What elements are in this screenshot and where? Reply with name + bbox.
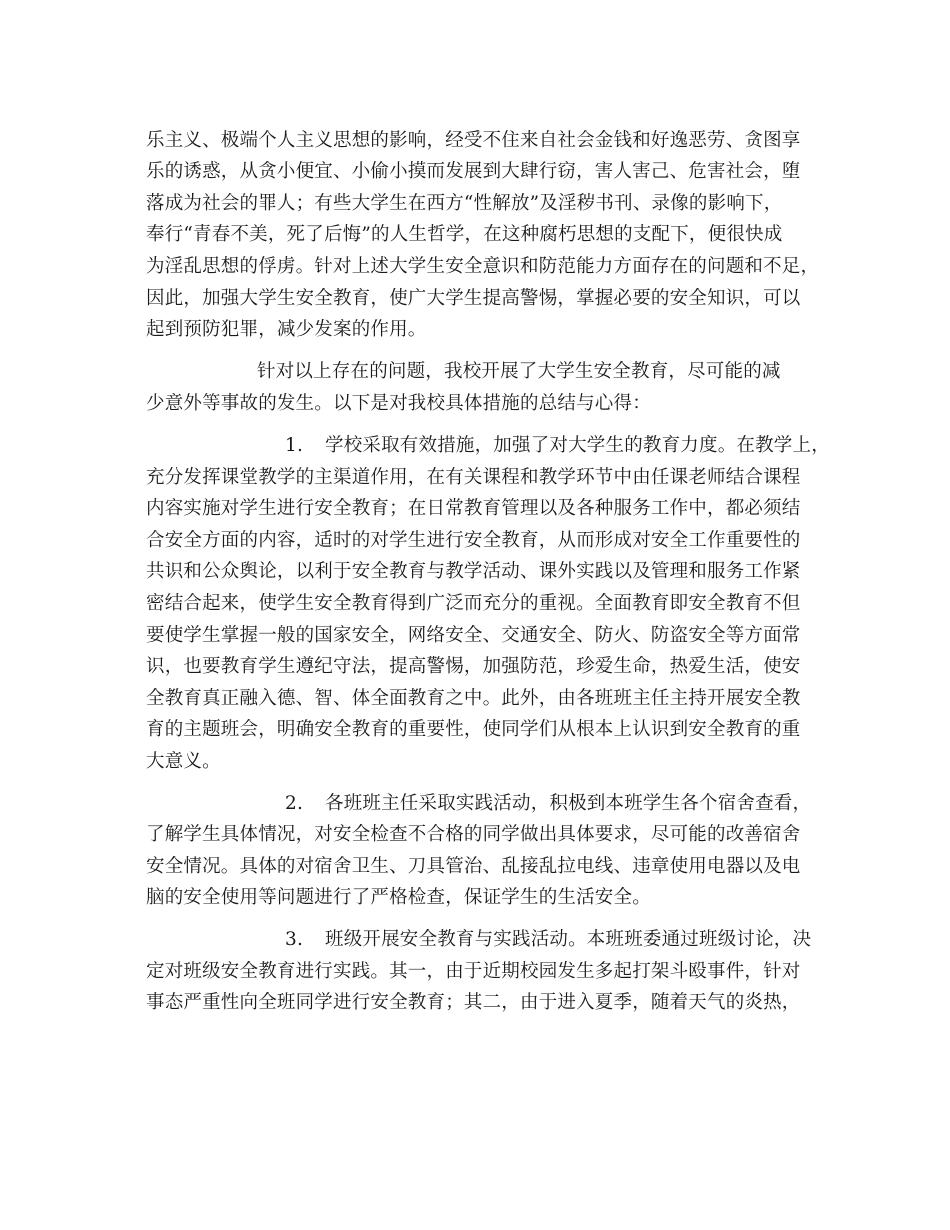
numbered-item-3-first-line [285, 928, 811, 952]
paragraph-line: 密结合起来，使学生安全教育得到广泛而充分的重视。全面教育即安全教育不但 [146, 593, 801, 614]
paragraph-line: 乐的诱惑，从贪小便宜、小偷小摸而发展到大肆行窃，害人害己、危害社会，堕 [146, 161, 801, 182]
paragraph-line: 全教育真正融入德、智、体全面教育之中。此外，由各班班主任主持开展安全教 [146, 688, 801, 709]
paragraph-line: 充分发挥课堂教学的主渠道作用，在有关课程和教学环节中由任课老师结合课程 [146, 467, 801, 488]
paragraph-line: 落成为社会的罪人；有些大学生在西方“性解放”及淫秽书刊、录像的影响下， [146, 193, 783, 214]
paragraph-line: 内容实施对学生进行安全教育；在日常教育管理以及各种服务工作中，都必须结 [146, 498, 801, 519]
list-number: 1. [285, 435, 304, 456]
paragraph-line: 育的主题班会，明确安全教育的重要性，使同学们从根本上认识到安全教育的重 [146, 719, 801, 740]
paragraph-line: 奉行“青春不美，死了后悔”的人生哲学，在这种腐朽思想的支配下，便很快成 [146, 224, 783, 245]
list-number: 2. [285, 793, 304, 814]
paragraph-line: 共识和公众舆论，以利于安全教育与教学活动、课外实践以及管理和服务工作紧 [146, 561, 801, 582]
paragraph-line: 了解学生具体情况，对安全检查不合格的同学做出具体要求，尽可能的改善宿舍 [146, 824, 801, 845]
paragraph-line: 起到预防犯罪，减少发案的作用。 [146, 319, 427, 340]
numbered-item-2-first-line [285, 792, 811, 816]
paragraph-line: 少意外等事故的发生。以下是对我校具体措施的总结与心得： [146, 393, 651, 414]
paragraph-line: 定对班级安全教育进行实践。其一，由于近期校园发生多起打架斗殴事件，针对 [146, 961, 801, 982]
paragraph-line: 各班班主任采取实践活动，积极到本班学生各个宿舍查看， [325, 793, 812, 814]
paragraph-line: 班级开展安全教育与实践活动。本班班委通过班级讨论，决 [325, 929, 812, 950]
paragraph-line: 安全情况。具体的对宿舍卫生、刀具管治、乱接乱拉电线、违章使用电器以及电 [146, 856, 801, 877]
paragraph-line: 识，也要教育学生遵纪守法，提高警惕，加强防范，珍爱生命，热爱生活，使安 [146, 656, 801, 677]
paragraph-line: 合安全方面的内容，适时的对学生进行安全教育，从而形成对安全工作重要性的 [146, 530, 801, 551]
paragraph-line: 针对以上存在的问题，我校开展了大学生安全教育，尽可能的减 [257, 361, 781, 382]
paragraph-line: 大意义。 [146, 751, 221, 772]
paragraph-line: 学校采取有效措施，加强了对大学生的教育力度。在教学上， [325, 435, 830, 456]
paragraph-line: 因此，加强大学生安全教育，使广大学生提高警惕，掌握必要的安全知识，可以 [146, 288, 801, 309]
paragraph-line: 要使学生掌握一般的国家安全，网络安全、交通安全、防火、防盗安全等方面常 [146, 625, 801, 646]
list-number: 3. [285, 929, 304, 950]
paragraph-line: 事态严重性向全班同学进行安全教育；其二，由于进入夏季，随着天气的炎热， [146, 992, 801, 1013]
numbered-item-1-first-line [285, 434, 830, 458]
paragraph-line: 乐主义、极端个人主义思想的影响，经受不住来自社会金钱和好逸恶劳、贪图享 [146, 130, 801, 151]
paragraph-line: 为淫乱思想的俘虏。针对上述大学生安全意识和防范能力方面存在的问题和不足， [146, 256, 820, 277]
paragraph-line: 脑的安全使用等问题进行了严格检查，保证学生的生活安全。 [146, 887, 651, 908]
